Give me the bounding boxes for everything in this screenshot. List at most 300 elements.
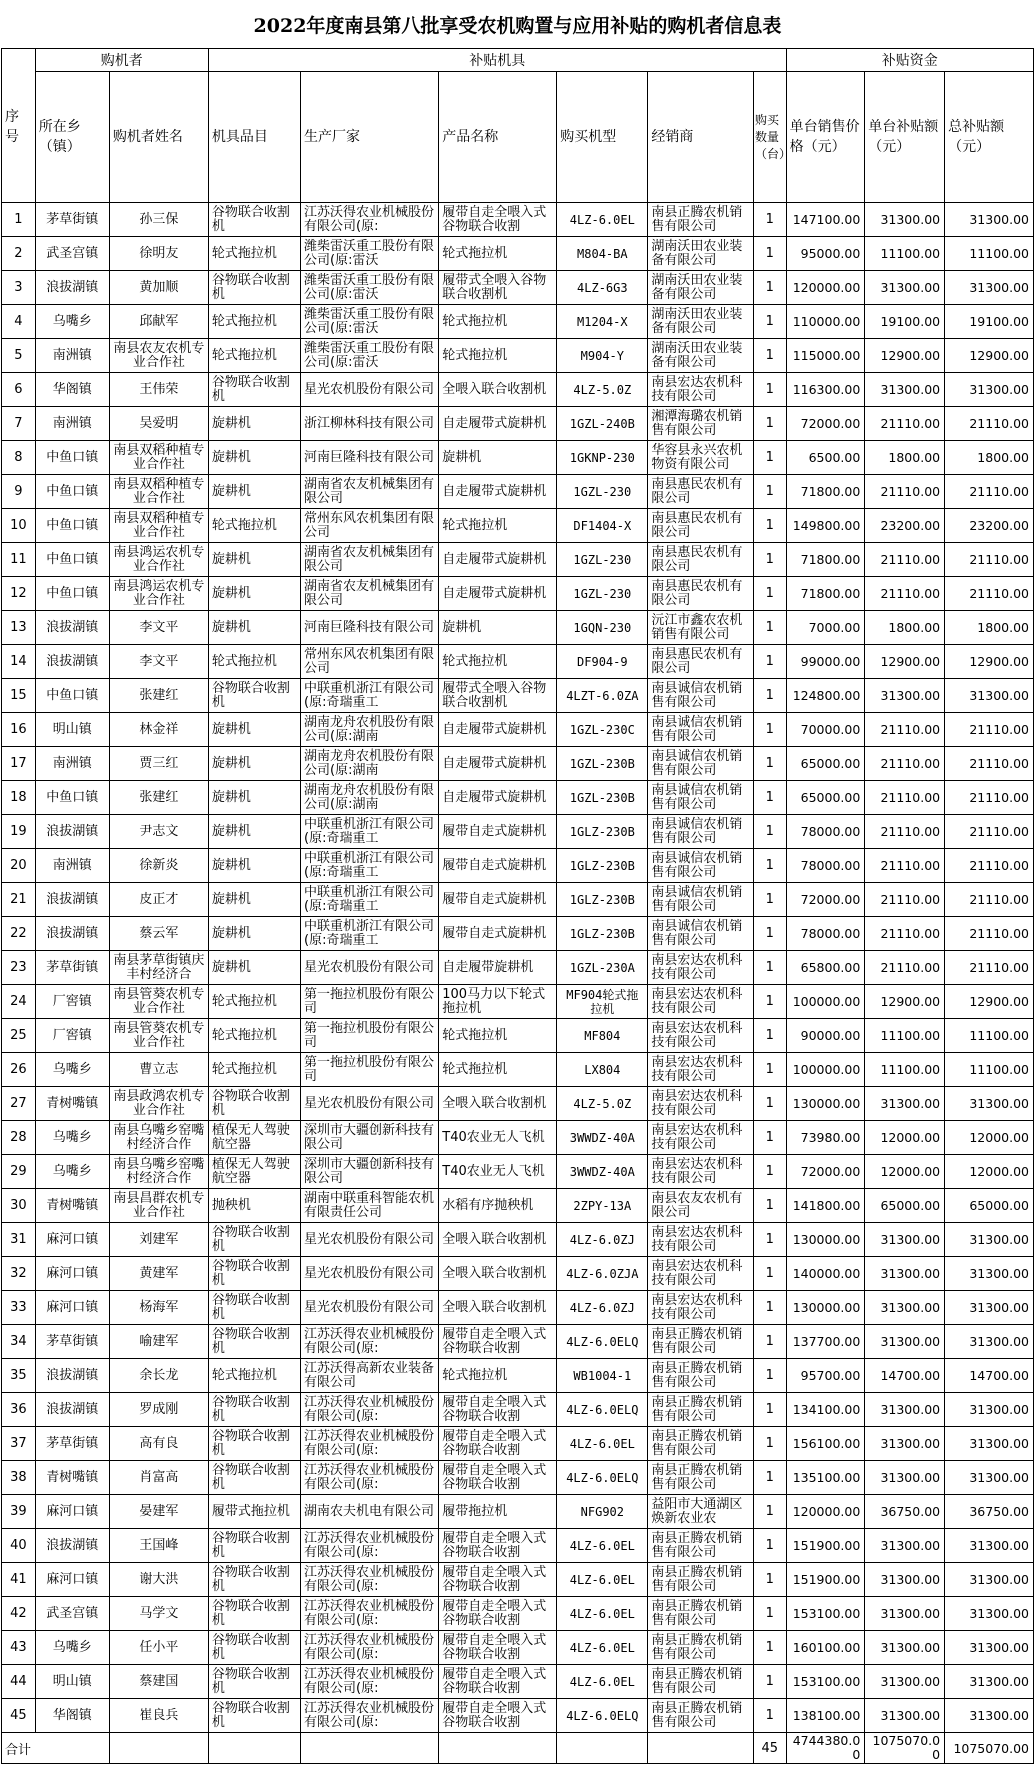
category — [208, 1529, 300, 1563]
town — [35, 1325, 109, 1359]
unit-price — [786, 203, 865, 237]
model-text: MF804 — [584, 1028, 621, 1043]
town-text: 浪拔湖镇 — [46, 1401, 99, 1417]
category — [208, 713, 300, 747]
total-subsidy-text: 31300.00 — [969, 1299, 1029, 1315]
town — [35, 339, 109, 373]
category-text: 旋耕机 — [211, 585, 251, 601]
product-name-text: 履带自走全喂入式谷物联合收割 — [442, 204, 547, 234]
product-name-text: 全喂入联合收割机 — [442, 1265, 547, 1281]
unit-subsidy — [865, 747, 945, 781]
unit-subsidy — [865, 305, 945, 339]
total-subsidy-text: 21110.00 — [969, 857, 1029, 873]
product-name-text: 轮式拖拉机 — [442, 653, 508, 669]
product-name — [439, 1291, 557, 1325]
dealer-text: 南县诚信农机销售有限公司 — [651, 680, 743, 710]
town — [35, 1189, 109, 1223]
product-name-text: 轮式拖拉机 — [442, 1367, 508, 1383]
quantity-text: 1 — [765, 1265, 774, 1281]
town — [35, 203, 109, 237]
model — [557, 271, 648, 305]
product-name-text: 履带自走全喂入式谷物联合收割 — [442, 1326, 547, 1356]
row-index — [2, 271, 36, 305]
category — [208, 441, 300, 475]
total-row — [2, 1733, 1034, 1764]
model-text: 4LZ-6.0ZJ — [569, 1300, 635, 1315]
unit-subsidy — [865, 1359, 945, 1393]
category-text: 旋耕机 — [211, 789, 251, 805]
product-name-text: 履带自走全喂入式谷物联合收割 — [442, 1462, 547, 1492]
unit-price — [786, 1325, 865, 1359]
total-subsidy-text: 11100.00 — [969, 1027, 1029, 1043]
unit-subsidy-text: 31300.00 — [880, 1401, 941, 1417]
unit-subsidy — [865, 781, 945, 815]
quantity-text: 1 — [765, 585, 774, 601]
manufacturer — [301, 1019, 439, 1053]
category-text: 抛秧机 — [211, 1197, 251, 1213]
unit-price — [786, 1189, 865, 1223]
model-text: DF1404-X — [573, 518, 632, 533]
unit-subsidy — [865, 883, 945, 917]
dealer-text: 南县正腾农机销售有限公司 — [651, 1394, 743, 1424]
unit-subsidy-text: 21110.00 — [880, 585, 941, 601]
product-name-text: 轮式拖拉机 — [442, 1061, 508, 1077]
product-name — [439, 1597, 557, 1631]
buyer-name-text: 南县昌群农机专业合作社 — [113, 1190, 205, 1220]
dealer — [648, 679, 754, 713]
row-index — [2, 1155, 36, 1189]
quantity-text: 1 — [765, 1605, 774, 1621]
town — [35, 1597, 109, 1631]
row-index-text: 30 — [10, 1197, 27, 1213]
buyer-name-text: 蔡云军 — [139, 925, 179, 941]
manufacturer-text: 星光农机股份有限公司 — [304, 1265, 435, 1281]
row-index-text: 41 — [10, 1571, 27, 1587]
dealer-text: 南县宏达农机科技有限公司 — [651, 1122, 743, 1152]
product-name-text: 水稻有序抛秧机 — [442, 1197, 534, 1213]
model-text: 4LZ-6.0ZJ — [569, 1232, 635, 1247]
quantity — [754, 509, 787, 543]
product-name-text: 轮式拖拉机 — [442, 517, 508, 533]
dealer-text: 南县正腾农机销售有限公司 — [651, 1666, 743, 1696]
category — [208, 407, 300, 441]
header-buyer-name: 购机者姓名 — [109, 72, 208, 203]
model — [557, 1087, 648, 1121]
model-text: DF904-9 — [577, 654, 628, 669]
product-name — [439, 1631, 557, 1665]
quantity-text: 1 — [765, 1129, 774, 1145]
total-subsidy — [945, 1427, 1034, 1461]
manufacturer — [301, 1427, 439, 1461]
product-name — [439, 1563, 557, 1597]
quantity — [754, 1291, 787, 1325]
buyer-name — [109, 1325, 208, 1359]
total-subsidy — [945, 1019, 1034, 1053]
dealer — [648, 305, 754, 339]
unit-subsidy-text: 21110.00 — [880, 959, 941, 975]
page-title: 2022年度南县第八批享受农机购置与应用补贴的购机者信息表 — [253, 15, 782, 37]
header-model: 购买机型 — [557, 72, 648, 203]
buyer-name-text: 余长龙 — [139, 1367, 179, 1383]
town — [35, 577, 109, 611]
unit-price-text: 99000.00 — [800, 653, 861, 669]
quantity-text: 1 — [765, 1673, 774, 1689]
unit-price — [786, 1495, 865, 1529]
total-subsidy — [945, 849, 1034, 883]
buyer-name — [109, 1121, 208, 1155]
product-name-text: 履带自走全喂入式谷物联合收割 — [442, 1530, 547, 1560]
total-price-sum: 4744380.00 — [786, 1733, 865, 1764]
unit-subsidy — [865, 237, 945, 271]
town — [35, 1631, 109, 1665]
manufacturer — [301, 1529, 439, 1563]
total-subsidy-text: 12900.00 — [969, 653, 1029, 669]
row-index-text: 14 — [10, 653, 27, 669]
row-index — [2, 1291, 36, 1325]
dealer-text: 南县正腾农机销售有限公司 — [651, 1360, 743, 1390]
category-text: 履带式拖拉机 — [211, 1503, 290, 1519]
unit-price-text: 153100.00 — [792, 1605, 861, 1621]
town — [35, 475, 109, 509]
product-name-text: 自走履带式旋耕机 — [442, 789, 547, 805]
town-text: 武圣宫镇 — [46, 245, 99, 261]
manufacturer-text: 江苏沃得农业机械股份有限公司(原: — [304, 1700, 435, 1730]
total-subsidy — [945, 985, 1034, 1019]
unit-subsidy-text: 1800.00 — [888, 449, 941, 465]
buyer-name-text: 李文平 — [139, 653, 179, 669]
town-text: 南洲镇 — [52, 857, 92, 873]
product-name-text: 自走履带式旋耕机 — [442, 755, 547, 771]
town-text: 乌嘴乡 — [52, 1163, 92, 1179]
total-subsidy-text: 21110.00 — [969, 959, 1029, 975]
group-header-buyer: 购机者 — [35, 49, 208, 72]
unit-subsidy-text: 31300.00 — [880, 1231, 941, 1247]
model — [557, 1495, 648, 1529]
manufacturer-text: 河南巨隆科技有限公司 — [304, 449, 435, 465]
category — [208, 1189, 300, 1223]
category-text: 谷物联合收割机 — [211, 1700, 290, 1730]
model — [557, 1053, 648, 1087]
row-index-text: 17 — [10, 755, 27, 771]
buyer-name — [109, 747, 208, 781]
table-row — [2, 713, 1034, 747]
town — [35, 1121, 109, 1155]
dealer — [648, 543, 754, 577]
unit-subsidy — [865, 951, 945, 985]
town-text: 中鱼口镇 — [46, 551, 99, 567]
buyer-name — [109, 509, 208, 543]
table-row — [2, 1087, 1034, 1121]
row-index-text: 15 — [10, 687, 27, 703]
total-subsidy-text: 31300.00 — [969, 1605, 1029, 1621]
model-text: 1GZL-230 — [573, 552, 632, 567]
unit-subsidy-text: 14700.00 — [880, 1367, 941, 1383]
total-unit-subsidy-sum: 1075070.00 — [865, 1733, 945, 1764]
town — [35, 1461, 109, 1495]
town-text: 茅草街镇 — [46, 1435, 99, 1451]
table-row — [2, 1461, 1034, 1495]
model — [557, 1665, 648, 1699]
table-row — [2, 1563, 1034, 1597]
model-text: M804-BA — [577, 246, 628, 261]
town — [35, 271, 109, 305]
town-text: 中鱼口镇 — [46, 585, 99, 601]
dealer-text: 益阳市大通湖区焕新农业农 — [651, 1496, 743, 1526]
category — [208, 781, 300, 815]
product-name-text: 自走履带式旋耕机 — [442, 551, 547, 567]
table-row — [2, 1189, 1034, 1223]
product-name — [439, 815, 557, 849]
unit-price-text: 71800.00 — [800, 483, 861, 499]
row-index — [2, 1325, 36, 1359]
model-text: M904-Y — [580, 348, 624, 363]
product-name-text: 全喂入联合收割机 — [442, 1095, 547, 1111]
buyer-name-text: 肖富高 — [139, 1469, 179, 1485]
town-text: 茅草街镇 — [46, 959, 99, 975]
buyer-name-text: 任小平 — [139, 1639, 179, 1655]
model — [557, 543, 648, 577]
product-name — [439, 781, 557, 815]
unit-subsidy-text: 11100.00 — [880, 1061, 941, 1077]
row-index — [2, 1495, 36, 1529]
unit-price-text: 100000.00 — [792, 993, 861, 1009]
town — [35, 441, 109, 475]
manufacturer — [301, 985, 439, 1019]
product-name — [439, 1665, 557, 1699]
dealer — [648, 271, 754, 305]
town-text: 厂窖镇 — [52, 1027, 92, 1043]
model — [557, 203, 648, 237]
quantity-text: 1 — [765, 1333, 774, 1349]
quantity — [754, 305, 787, 339]
unit-subsidy — [865, 679, 945, 713]
town — [35, 1019, 109, 1053]
unit-subsidy-text: 21110.00 — [880, 891, 941, 907]
unit-price — [786, 1291, 865, 1325]
buyer-name-text: 南县鸿运农机专业合作社 — [113, 578, 205, 608]
manufacturer-text: 江苏沃得农业机械股份有限公司(原: — [304, 1564, 435, 1594]
product-name — [439, 543, 557, 577]
quantity — [754, 815, 787, 849]
unit-subsidy — [865, 1257, 945, 1291]
town-text: 乌嘴乡 — [52, 1061, 92, 1077]
town-text: 中鱼口镇 — [46, 483, 99, 499]
quantity — [754, 373, 787, 407]
dealer-text: 南县宏达农机科技有限公司 — [651, 374, 743, 404]
product-name — [439, 713, 557, 747]
manufacturer-text: 星光农机股份有限公司 — [304, 1299, 435, 1315]
unit-price — [786, 1529, 865, 1563]
unit-price-text: 135100.00 — [792, 1469, 861, 1485]
model-text: 4LZ-6.0ELQ — [566, 1708, 639, 1723]
category — [208, 985, 300, 1019]
dealer — [648, 1155, 754, 1189]
manufacturer-text: 河南巨隆科技有限公司 — [304, 619, 435, 635]
buyer-name — [109, 1699, 208, 1733]
product-name — [439, 883, 557, 917]
row-index — [2, 645, 36, 679]
manufacturer — [301, 1631, 439, 1665]
buyer-name-text: 蔡建国 — [139, 1673, 179, 1689]
quantity — [754, 1257, 787, 1291]
unit-price — [786, 849, 865, 883]
category-text: 谷物联合收割机 — [211, 1462, 290, 1492]
unit-price-text: 141800.00 — [792, 1197, 861, 1213]
table-row — [2, 509, 1034, 543]
model — [557, 679, 648, 713]
manufacturer-text: 湖南省农友机械集团有限公司 — [304, 544, 435, 574]
quantity — [754, 475, 787, 509]
manufacturer-text: 潍柴雷沃重工股份有限公司(原:雷沃 — [304, 272, 435, 302]
town — [35, 407, 109, 441]
category-text: 谷物联合收割机 — [211, 1088, 290, 1118]
unit-subsidy — [865, 577, 945, 611]
product-name — [439, 1495, 557, 1529]
unit-subsidy-text: 31300.00 — [880, 1537, 941, 1553]
manufacturer — [301, 1189, 439, 1223]
unit-price — [786, 747, 865, 781]
product-name-text: 自走履带式旋耕机 — [442, 721, 547, 737]
unit-price — [786, 1461, 865, 1495]
quantity-text: 1 — [765, 1639, 774, 1655]
manufacturer-text: 星光农机股份有限公司 — [304, 381, 435, 397]
category — [208, 305, 300, 339]
town — [35, 815, 109, 849]
category — [208, 849, 300, 883]
unit-price — [786, 1155, 865, 1189]
town-text: 浪拔湖镇 — [46, 279, 99, 295]
buyer-name-text: 张建红 — [139, 687, 179, 703]
town — [35, 1495, 109, 1529]
model — [557, 917, 648, 951]
product-name-text: 履带自走式旋耕机 — [442, 857, 547, 873]
unit-subsidy-text: 21110.00 — [880, 551, 941, 567]
unit-subsidy — [865, 917, 945, 951]
unit-price-text: 78000.00 — [800, 925, 861, 941]
town — [35, 985, 109, 1019]
unit-price — [786, 1393, 865, 1427]
model — [557, 1223, 648, 1257]
model-text: 3WWDZ-40A — [569, 1164, 635, 1179]
table-row — [2, 1155, 1034, 1189]
town — [35, 747, 109, 781]
quantity-text: 1 — [765, 483, 774, 499]
model-text: 1GZL-230B — [569, 790, 635, 805]
unit-subsidy — [865, 373, 945, 407]
dealer-text: 南县宏达农机科技有限公司 — [651, 952, 743, 982]
buyer-name-text: 徐明友 — [139, 245, 179, 261]
total-subsidy-text: 1800.00 — [977, 449, 1029, 465]
unit-price-text: 120000.00 — [792, 1503, 861, 1519]
quantity-text: 1 — [765, 1435, 774, 1451]
dealer-text: 南县正腾农机销售有限公司 — [651, 1530, 743, 1560]
total-subsidy-text: 31300.00 — [969, 1435, 1029, 1451]
category — [208, 577, 300, 611]
model — [557, 1699, 648, 1733]
row-index — [2, 747, 36, 781]
total-subsidy-text: 21110.00 — [969, 585, 1029, 601]
unit-subsidy-text: 31300.00 — [880, 1639, 941, 1655]
town-text: 青树嘴镇 — [46, 1197, 99, 1213]
buyer-name-text: 马学文 — [139, 1605, 179, 1621]
quantity-text: 1 — [765, 551, 774, 567]
manufacturer — [301, 1257, 439, 1291]
row-index-text: 35 — [10, 1367, 27, 1383]
category — [208, 1223, 300, 1257]
quantity-text: 1 — [765, 755, 774, 771]
table-row — [2, 1053, 1034, 1087]
manufacturer-text: 第一拖拉机股份有限公司 — [304, 1054, 435, 1084]
product-name — [439, 475, 557, 509]
buyer-name-text: 吴爱明 — [139, 415, 179, 431]
product-name-text: 履带自走全喂入式谷物联合收割 — [442, 1394, 547, 1424]
row-index — [2, 1529, 36, 1563]
table-row — [2, 849, 1034, 883]
town-text: 茅草街镇 — [46, 211, 99, 227]
model — [557, 305, 648, 339]
total-subsidy-text: 65000.00 — [969, 1197, 1029, 1213]
unit-price — [786, 1597, 865, 1631]
model — [557, 441, 648, 475]
total-subsidy — [945, 1223, 1034, 1257]
model-text: M1204-X — [577, 314, 628, 329]
unit-price-text: 72000.00 — [800, 1163, 861, 1179]
buyer-name-text: 徐新炎 — [139, 857, 179, 873]
product-name-text: 轮式拖拉机 — [442, 245, 508, 261]
dealer — [648, 237, 754, 271]
unit-price-text: 65800.00 — [800, 959, 861, 975]
total-subsidy-text: 31300.00 — [969, 1401, 1029, 1417]
buyer-name-text: 尹志文 — [139, 823, 179, 839]
unit-price — [786, 1665, 865, 1699]
unit-subsidy-text: 31300.00 — [880, 381, 941, 397]
model — [557, 1189, 648, 1223]
buyer-name-text: 李文平 — [139, 619, 179, 635]
unit-subsidy-text: 12000.00 — [880, 1163, 941, 1179]
product-name — [439, 1121, 557, 1155]
header-index: 序号 — [2, 49, 36, 203]
unit-subsidy — [865, 1597, 945, 1631]
buyer-name — [109, 883, 208, 917]
buyer-name — [109, 203, 208, 237]
unit-subsidy — [865, 1563, 945, 1597]
town-text: 中鱼口镇 — [46, 517, 99, 533]
total-subsidy-sum: 1075070.00 — [945, 1733, 1034, 1764]
unit-price-text: 100000.00 — [792, 1061, 861, 1077]
model — [557, 1359, 648, 1393]
total-subsidy-text: 31300.00 — [969, 1265, 1029, 1281]
quantity — [754, 713, 787, 747]
product-name — [439, 1393, 557, 1427]
table-row — [2, 679, 1034, 713]
buyer-name-text: 贾三红 — [139, 755, 179, 771]
row-index-text: 36 — [10, 1401, 27, 1417]
unit-price — [786, 1631, 865, 1665]
product-name — [439, 679, 557, 713]
buyer-name-text: 南县双稻种植专业合作社 — [113, 476, 205, 506]
model-text: 1GZL-240B — [569, 416, 635, 431]
quantity — [754, 1325, 787, 1359]
quantity-text: 1 — [765, 1707, 774, 1723]
dealer — [648, 1087, 754, 1121]
buyer-name — [109, 1359, 208, 1393]
manufacturer — [301, 679, 439, 713]
buyer-name — [109, 305, 208, 339]
row-index-text: 5 — [14, 347, 23, 363]
total-subsidy-text: 31300.00 — [969, 381, 1029, 397]
total-subsidy-text: 31300.00 — [969, 1537, 1029, 1553]
unit-price-text: 153100.00 — [792, 1673, 861, 1689]
